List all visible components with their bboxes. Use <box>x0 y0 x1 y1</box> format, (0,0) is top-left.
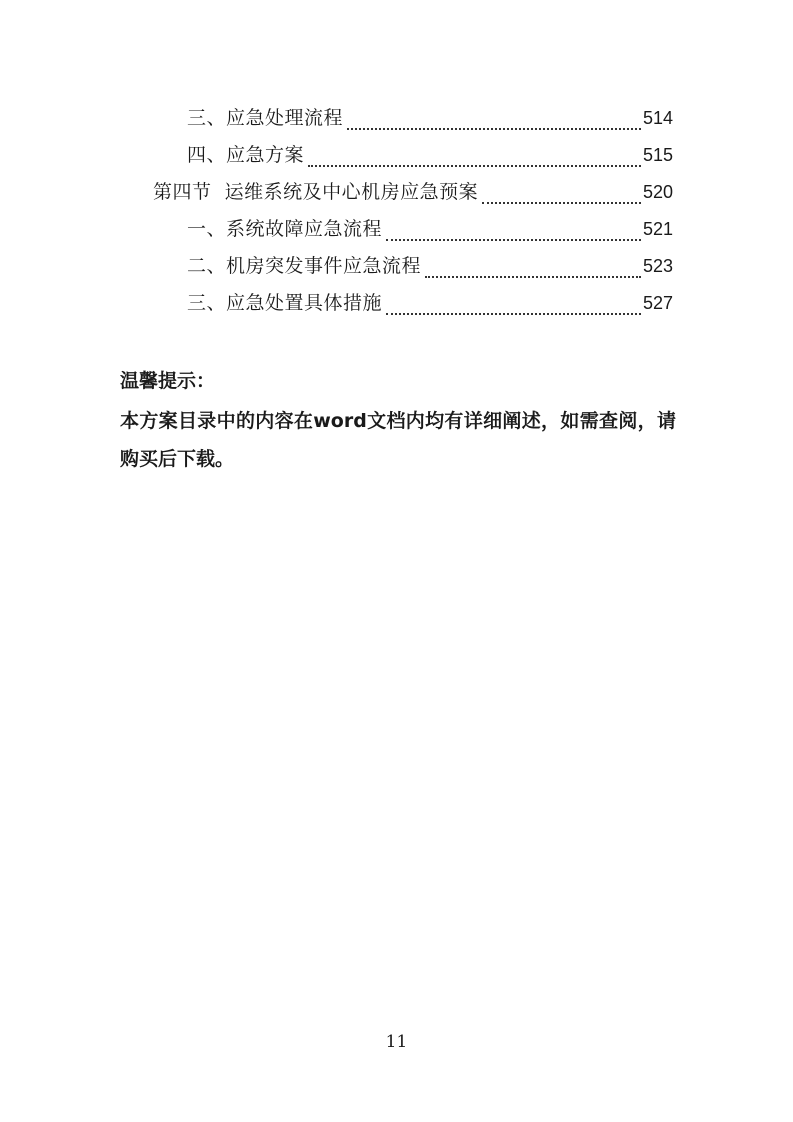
toc-entry-label: 三、应急处置具体措施 <box>187 292 383 314</box>
toc-entry[interactable] <box>153 174 673 211</box>
toc-entry[interactable] <box>187 211 673 248</box>
toc-entry-page: 523 <box>642 256 673 276</box>
toc-entry-label: 一、系统故障应急流程 <box>187 218 383 240</box>
toc-entry-label: 第四节 运维系统及中心机房应急预案 <box>153 181 479 203</box>
notice-body: 本方案目录中的内容在word文档内均有详细阐述，如需查阅，请购买后下载。 <box>120 410 676 470</box>
toc-entry-page: 514 <box>642 108 673 128</box>
toc-entry[interactable] <box>187 285 673 322</box>
toc-leader-dots <box>425 266 641 278</box>
toc-entry[interactable] <box>187 248 673 285</box>
toc-entry[interactable] <box>187 137 673 174</box>
toc-entry-page: 515 <box>642 145 673 165</box>
page-number: 11 <box>385 1032 408 1052</box>
toc-entry-label: 二、机房突发事件应急流程 <box>187 255 422 277</box>
toc-leader-dots <box>308 155 641 167</box>
toc-entry-page: 527 <box>642 293 673 313</box>
toc-entry-page: 520 <box>642 182 673 202</box>
toc-entry-page: 521 <box>642 219 673 239</box>
toc-entry-label: 四、应急方案 <box>187 144 305 166</box>
toc-leader-dots <box>482 192 641 204</box>
toc-leader-dots <box>386 229 641 241</box>
toc-leader-dots <box>386 303 641 315</box>
toc-entry-label: 三、应急处理流程 <box>187 107 344 129</box>
toc-entry[interactable] <box>187 100 673 137</box>
notice-title: 温馨提示： <box>120 370 216 392</box>
toc-leader-dots <box>347 118 641 130</box>
